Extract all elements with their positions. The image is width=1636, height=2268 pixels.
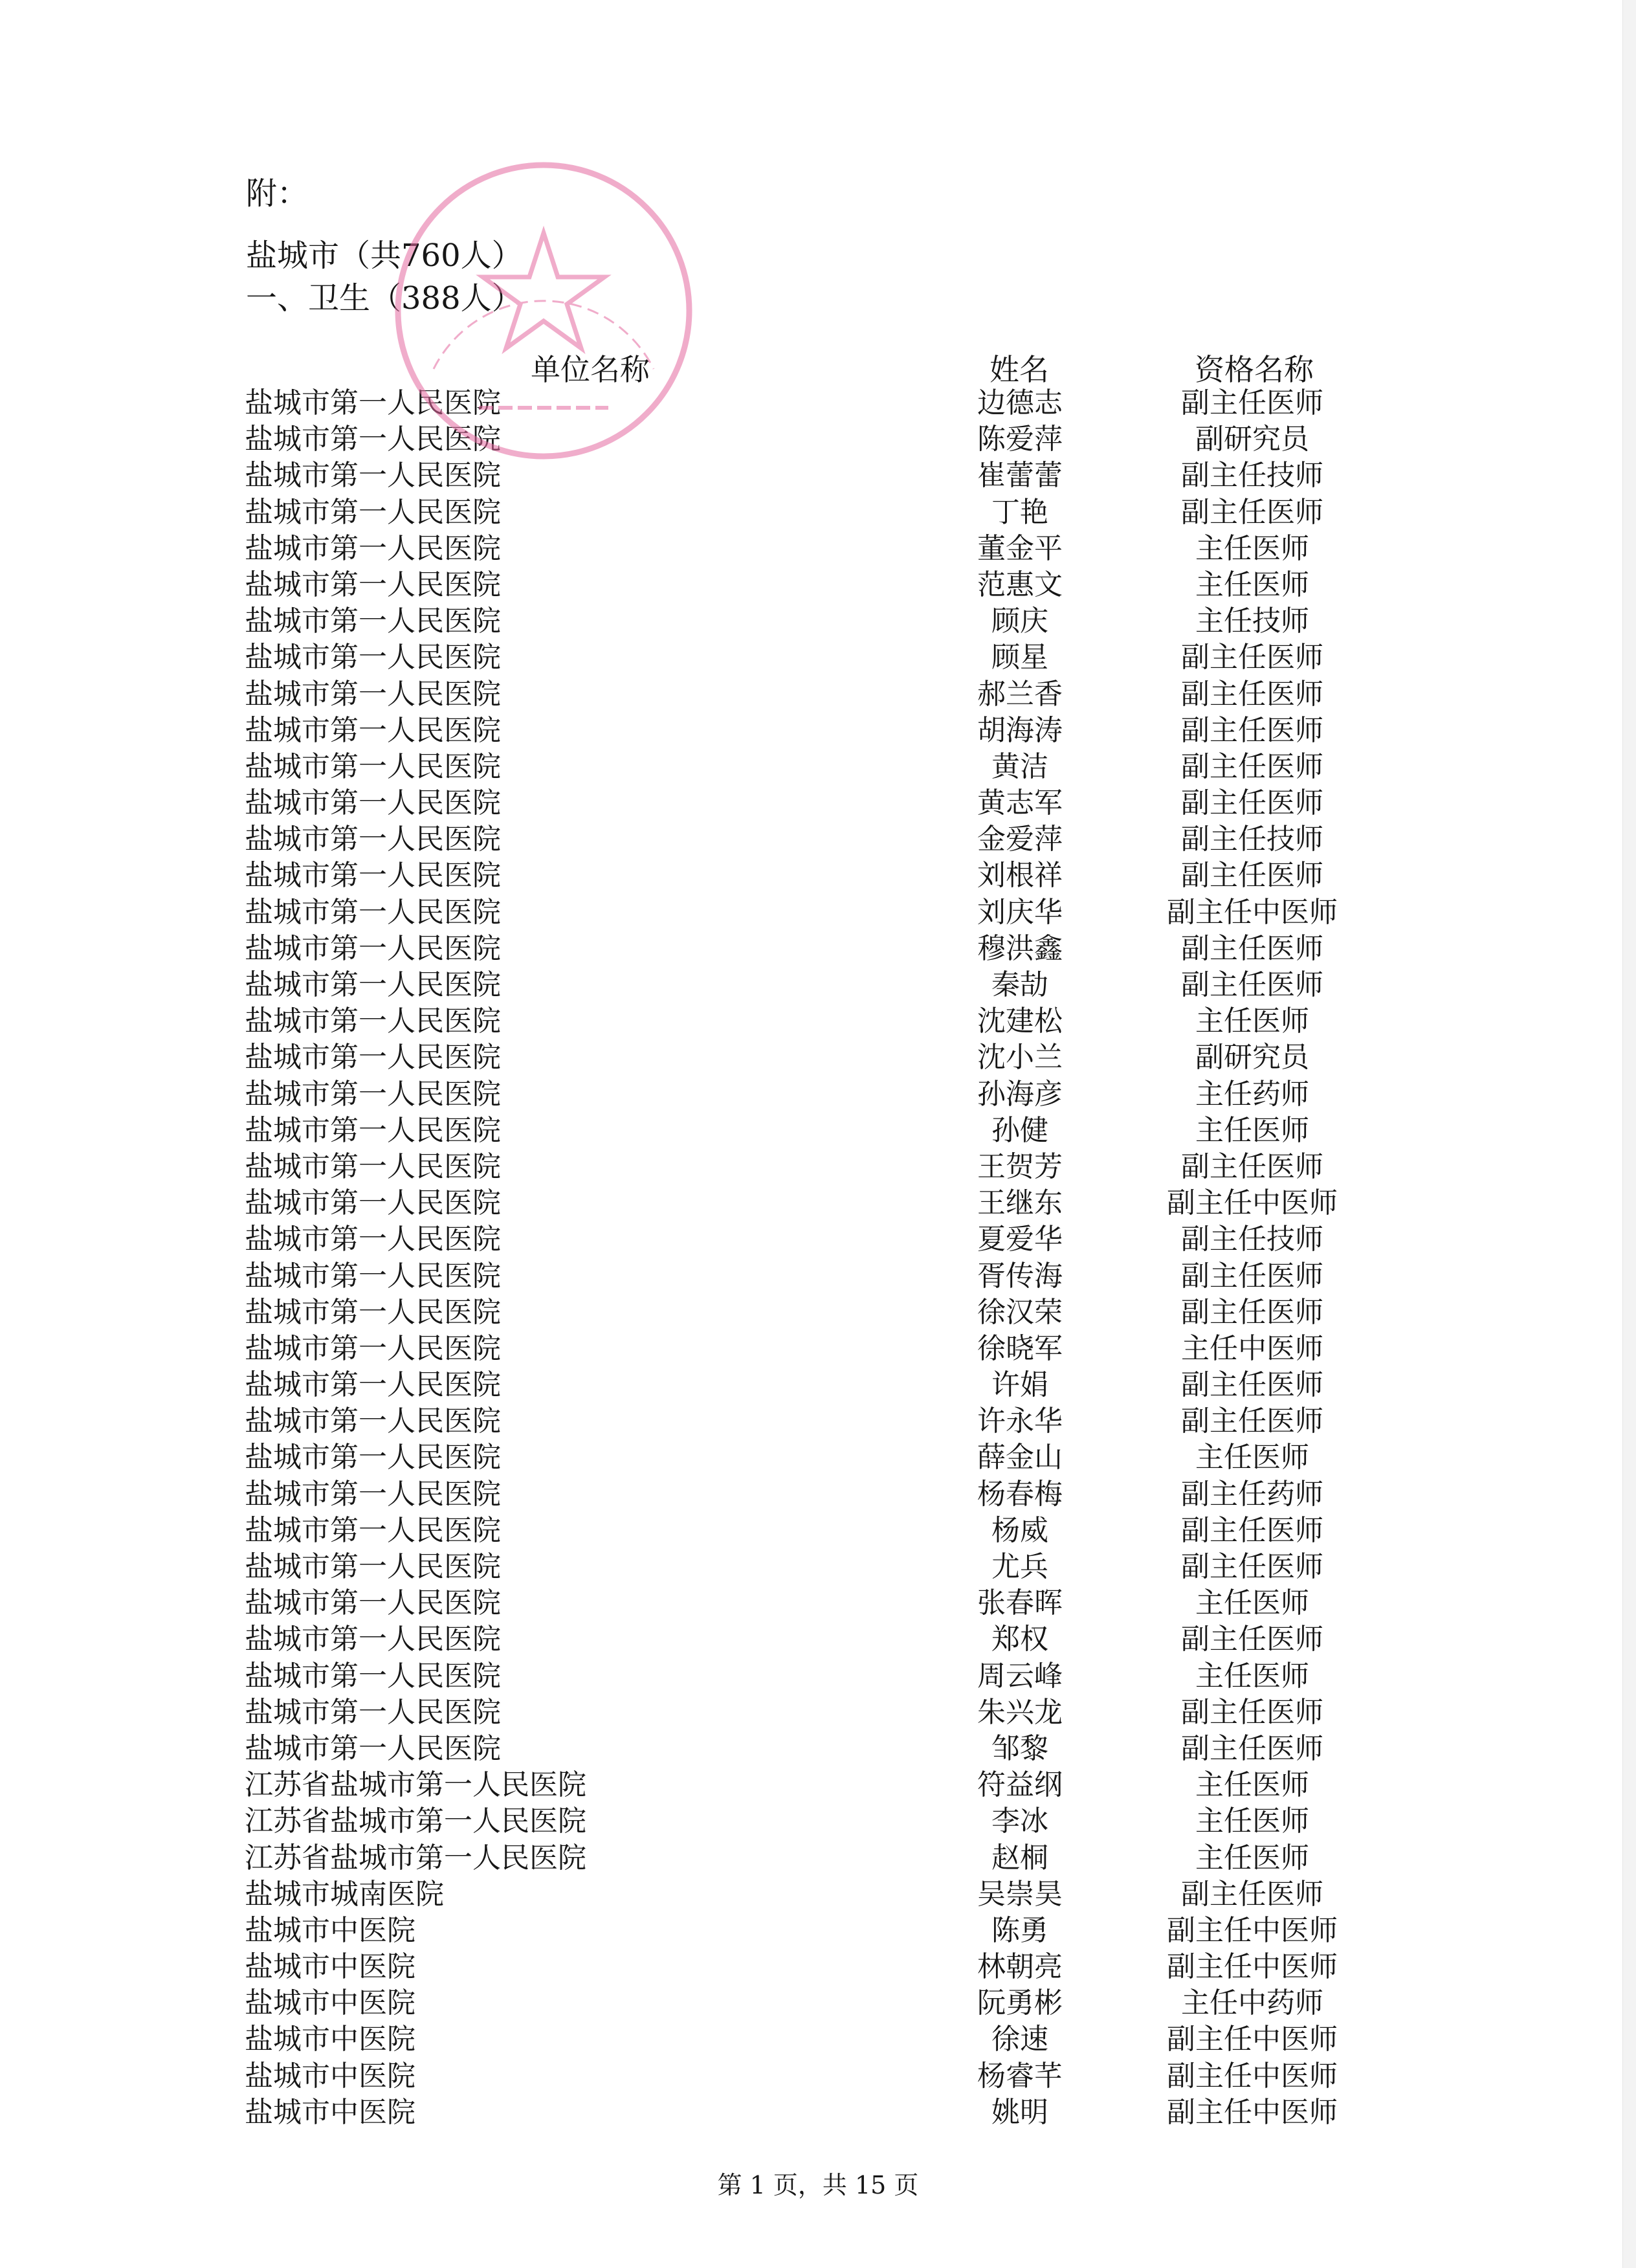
cell-qualification: 副主任中医师 <box>1167 1950 1338 1984</box>
table-row <box>0 1295 1636 1331</box>
cell-unit: 盐城市第一人民医院 <box>245 386 501 419</box>
cell-unit: 盐城市第一人民医院 <box>245 1731 501 1765</box>
table-row <box>0 1040 1636 1076</box>
cell-qualification: 副主任医师 <box>1181 931 1323 965</box>
cell-qualification: 副主任医师 <box>1181 677 1323 711</box>
table-row <box>0 458 1636 494</box>
table-row <box>0 1476 1636 1513</box>
cell-unit: 盐城市第一人民医院 <box>245 1150 501 1183</box>
cell-qualification: 副主任医师 <box>1181 1623 1323 1656</box>
cell-qualification: 副主任医师 <box>1181 1368 1323 1402</box>
cell-qualification: 副主任医师 <box>1181 859 1323 893</box>
table-row <box>0 1403 1636 1440</box>
cell-name: 郑权 <box>991 1623 1048 1656</box>
cell-unit: 盐城市第一人民医院 <box>245 1223 501 1256</box>
cell-qualification: 副研究员 <box>1195 1041 1309 1074</box>
cell-unit: 盐城市中医院 <box>245 1950 415 1984</box>
cell-unit: 盐城市第一人民医院 <box>245 677 501 711</box>
cell-unit: 盐城市第一人民医院 <box>245 1259 501 1293</box>
cell-qualification: 副主任医师 <box>1181 1295 1323 1329</box>
cell-qualification: 副主任医师 <box>1181 386 1323 419</box>
cell-name: 陈勇 <box>991 1913 1048 1947</box>
cell-unit: 盐城市第一人民医院 <box>245 1477 501 1511</box>
cell-unit: 盐城市第一人民医院 <box>245 1659 501 1693</box>
cell-name: 刘庆华 <box>977 895 1063 929</box>
table-row <box>0 1258 1636 1295</box>
table-row <box>0 1658 1636 1695</box>
table-row <box>0 1949 1636 1985</box>
table-row <box>0 967 1636 1003</box>
cell-qualification: 主任医师 <box>1195 1805 1309 1838</box>
cell-name: 顾庆 <box>991 605 1048 638</box>
cell-unit: 盐城市第一人民医院 <box>245 495 501 529</box>
cell-qualification: 副主任中医师 <box>1167 2059 1338 2093</box>
cell-qualification: 副主任医师 <box>1181 1550 1323 1583</box>
cell-qualification: 副主任中医师 <box>1167 895 1338 929</box>
cell-name: 胥传海 <box>977 1259 1063 1293</box>
cell-name: 穆洪鑫 <box>977 931 1063 965</box>
cell-name: 沈建松 <box>977 1005 1063 1038</box>
cell-qualification: 副主任医师 <box>1181 1877 1323 1911</box>
cell-unit: 盐城市第一人民医院 <box>245 859 501 893</box>
cell-unit: 盐城市第一人民医院 <box>245 605 501 638</box>
cell-name: 符益纲 <box>977 1768 1063 1802</box>
cell-unit: 盐城市中医院 <box>245 2059 415 2093</box>
cell-unit: 盐城市第一人民医院 <box>245 459 501 493</box>
cell-qualification: 主任医师 <box>1195 1768 1309 1802</box>
attachment-label: 附： <box>246 175 309 212</box>
cell-name: 许永华 <box>977 1405 1063 1438</box>
cell-name: 尤兵 <box>991 1550 1048 1583</box>
cell-qualification: 主任医师 <box>1195 1113 1309 1147</box>
cell-qualification: 副主任医师 <box>1181 1731 1323 1765</box>
table-row <box>0 1113 1636 1149</box>
cell-unit: 江苏省盐城市第一人民医院 <box>245 1841 586 1874</box>
cell-unit: 盐城市中医院 <box>245 2095 415 2129</box>
table-row <box>0 713 1636 749</box>
cell-qualification: 主任中医师 <box>1181 1331 1323 1365</box>
table-row <box>0 1367 1636 1403</box>
cell-unit: 盐城市第一人民医院 <box>245 1331 501 1365</box>
table-row <box>0 2058 1636 2095</box>
cell-qualification: 副主任医师 <box>1181 495 1323 529</box>
table-row <box>0 1440 1636 1476</box>
cell-qualification: 主任医师 <box>1195 1441 1309 1474</box>
cell-name: 黄洁 <box>991 750 1048 783</box>
table-row <box>0 1767 1636 1803</box>
cell-name: 沈小兰 <box>977 1041 1063 1074</box>
cell-name: 孙海彦 <box>977 1077 1063 1111</box>
cell-unit: 盐城市第一人民医院 <box>245 1441 501 1474</box>
cell-unit: 盐城市第一人民医院 <box>245 786 501 820</box>
table-row <box>0 1985 1636 2021</box>
table-row <box>0 531 1636 567</box>
cell-name: 郝兰香 <box>977 677 1063 711</box>
cell-name: 顾星 <box>991 641 1048 674</box>
table-row <box>0 785 1636 821</box>
table-row <box>0 749 1636 785</box>
cell-unit: 盐城市第一人民医院 <box>245 1623 501 1656</box>
cell-qualification: 副主任技师 <box>1181 823 1323 856</box>
table-row <box>0 1185 1636 1221</box>
table-body <box>0 385 1636 2131</box>
cell-qualification: 副主任技师 <box>1181 459 1323 493</box>
cell-name: 赵桐 <box>991 1841 1048 1874</box>
cell-qualification: 副主任医师 <box>1181 1259 1323 1293</box>
table-row <box>0 1221 1636 1258</box>
cell-unit: 盐城市第一人民医院 <box>245 531 501 565</box>
table-row <box>0 931 1636 967</box>
cell-name: 丁艳 <box>991 495 1048 529</box>
cell-qualification: 副主任医师 <box>1181 1695 1323 1729</box>
cell-qualification: 主任医师 <box>1195 1659 1309 1693</box>
table-row <box>0 495 1636 531</box>
cell-qualification: 主任医师 <box>1195 1005 1309 1038</box>
cell-name: 王继东 <box>977 1186 1063 1220</box>
cell-unit: 盐城市第一人民医院 <box>245 1077 501 1111</box>
cell-name: 金爱萍 <box>977 823 1063 856</box>
cell-qualification: 副主任医师 <box>1181 786 1323 820</box>
header-qualification: 资格名称 <box>1195 352 1314 387</box>
cell-unit: 盐城市第一人民医院 <box>245 1550 501 1583</box>
cell-name: 董金平 <box>977 531 1063 565</box>
cell-name: 孙健 <box>991 1113 1048 1147</box>
cell-unit: 盐城市中医院 <box>245 1986 415 2020</box>
table-header <box>0 346 1636 385</box>
cell-name: 周云峰 <box>977 1659 1063 1693</box>
cell-unit: 盐城市第一人民医院 <box>245 1295 501 1329</box>
cell-name: 薛金山 <box>977 1441 1063 1474</box>
header-unit: 单位名称 <box>531 352 650 387</box>
city-heading: 盐城市（共760人） <box>246 238 523 274</box>
cell-qualification: 副研究员 <box>1195 423 1309 456</box>
table-row <box>0 1003 1636 1040</box>
table-row <box>0 1549 1636 1585</box>
cell-unit: 盐城市第一人民医院 <box>245 1368 501 1402</box>
table-row <box>0 1513 1636 1549</box>
table-row <box>0 1621 1636 1658</box>
cell-qualification: 主任技师 <box>1195 605 1309 638</box>
cell-unit: 盐城市第一人民医院 <box>245 1695 501 1729</box>
cell-qualification: 副主任医师 <box>1181 1513 1323 1547</box>
cell-name: 杨睿芊 <box>977 2059 1063 2093</box>
table-row <box>0 385 1636 421</box>
page-footer: 第 1 页，共 15 页 <box>717 2171 919 2199</box>
section-heading: 一、卫生（388人） <box>246 280 523 317</box>
cell-name: 黄志军 <box>977 786 1063 820</box>
cell-name: 边德志 <box>977 386 1063 419</box>
cell-unit: 盐城市第一人民医院 <box>245 1513 501 1547</box>
cell-qualification: 副主任中医师 <box>1167 2095 1338 2129</box>
table-row <box>0 1876 1636 1913</box>
cell-unit: 盐城市第一人民医院 <box>245 713 501 747</box>
cell-qualification: 副主任医师 <box>1181 968 1323 1001</box>
cell-unit: 盐城市第一人民医院 <box>245 750 501 783</box>
cell-unit: 盐城市第一人民医院 <box>245 1041 501 1074</box>
cell-unit: 盐城市中医院 <box>245 2023 415 2056</box>
table-row <box>0 567 1636 603</box>
cell-qualification: 副主任中医师 <box>1167 2023 1338 2056</box>
table-row <box>0 639 1636 676</box>
table-row <box>0 821 1636 858</box>
cell-qualification: 副主任医师 <box>1181 641 1323 674</box>
cell-qualification: 主任医师 <box>1195 1841 1309 1874</box>
cell-name: 阮勇彬 <box>977 1986 1063 2020</box>
cell-name: 杨威 <box>991 1513 1048 1547</box>
cell-qualification: 副主任中医师 <box>1167 1186 1338 1220</box>
cell-unit: 盐城市城南医院 <box>245 1877 444 1911</box>
cell-name: 徐晓军 <box>977 1331 1063 1365</box>
table-row <box>0 1731 1636 1767</box>
cell-qualification: 副主任医师 <box>1181 713 1323 747</box>
cell-unit: 盐城市第一人民医院 <box>245 1113 501 1147</box>
table-row <box>0 1331 1636 1367</box>
cell-unit: 盐城市第一人民医院 <box>245 568 501 601</box>
cell-name: 夏爱华 <box>977 1223 1063 1256</box>
cell-name: 许娟 <box>991 1368 1048 1402</box>
cell-unit: 江苏省盐城市第一人民医院 <box>245 1768 586 1802</box>
cell-name: 范惠文 <box>977 568 1063 601</box>
cell-unit: 盐城市第一人民医院 <box>245 1405 501 1438</box>
cell-name: 吴崇昊 <box>977 1877 1063 1911</box>
cell-name: 林朝亮 <box>977 1950 1063 1984</box>
cell-name: 徐速 <box>991 2023 1048 2056</box>
cell-name: 胡海涛 <box>977 713 1063 747</box>
cell-unit: 江苏省盐城市第一人民医院 <box>245 1805 586 1838</box>
table-row <box>0 1803 1636 1840</box>
cell-qualification: 副主任技师 <box>1181 1223 1323 1256</box>
cell-unit: 盐城市第一人民医院 <box>245 423 501 456</box>
cell-name: 李冰 <box>991 1805 1048 1838</box>
cell-qualification: 副主任医师 <box>1181 1405 1323 1438</box>
cell-unit: 盐城市第一人民医院 <box>245 1005 501 1038</box>
cell-name: 王贺芳 <box>977 1150 1063 1183</box>
cell-name: 崔蕾蕾 <box>977 459 1063 493</box>
table-row <box>0 1149 1636 1185</box>
cell-name: 朱兴龙 <box>977 1695 1063 1729</box>
table-row <box>0 1840 1636 1876</box>
cell-unit: 盐城市第一人民医院 <box>245 1586 501 1620</box>
table-row <box>0 2021 1636 2058</box>
table-row <box>0 421 1636 458</box>
table-row <box>0 1076 1636 1113</box>
cell-qualification: 主任医师 <box>1195 1586 1309 1620</box>
cell-unit: 盐城市第一人民医院 <box>245 1186 501 1220</box>
cell-name: 刘根祥 <box>977 859 1063 893</box>
cell-unit: 盐城市第一人民医院 <box>245 823 501 856</box>
cell-unit: 盐城市第一人民医院 <box>245 641 501 674</box>
cell-qualification: 主任药师 <box>1195 1077 1309 1111</box>
table-row <box>0 676 1636 713</box>
cell-unit: 盐城市第一人民医院 <box>245 968 501 1001</box>
cell-qualification: 副主任中医师 <box>1167 1913 1338 1947</box>
cell-qualification: 副主任医师 <box>1181 1150 1323 1183</box>
table-row <box>0 2095 1636 2131</box>
cell-name: 邹黎 <box>991 1731 1048 1765</box>
table-row <box>0 1585 1636 1621</box>
table-row <box>0 895 1636 931</box>
cell-unit: 盐城市第一人民医院 <box>245 895 501 929</box>
cell-name: 张春晖 <box>977 1586 1063 1620</box>
cell-qualification: 主任中药师 <box>1181 1986 1323 2020</box>
cell-qualification: 主任医师 <box>1195 531 1309 565</box>
cell-qualification: 副主任医师 <box>1181 750 1323 783</box>
cell-name: 秦劼 <box>991 968 1048 1001</box>
header-name: 姓名 <box>989 352 1049 387</box>
cell-name: 姚明 <box>991 2095 1048 2129</box>
cell-name: 杨春梅 <box>977 1477 1063 1511</box>
cell-name: 陈爱萍 <box>977 423 1063 456</box>
table-row <box>0 603 1636 639</box>
cell-qualification: 主任医师 <box>1195 568 1309 601</box>
table-row <box>0 1695 1636 1731</box>
cell-qualification: 副主任药师 <box>1181 1477 1323 1511</box>
cell-name: 徐汉荣 <box>977 1295 1063 1329</box>
cell-unit: 盐城市第一人民医院 <box>245 931 501 965</box>
table-row <box>0 858 1636 894</box>
table-row <box>0 1913 1636 1949</box>
cell-unit: 盐城市中医院 <box>245 1913 415 1947</box>
